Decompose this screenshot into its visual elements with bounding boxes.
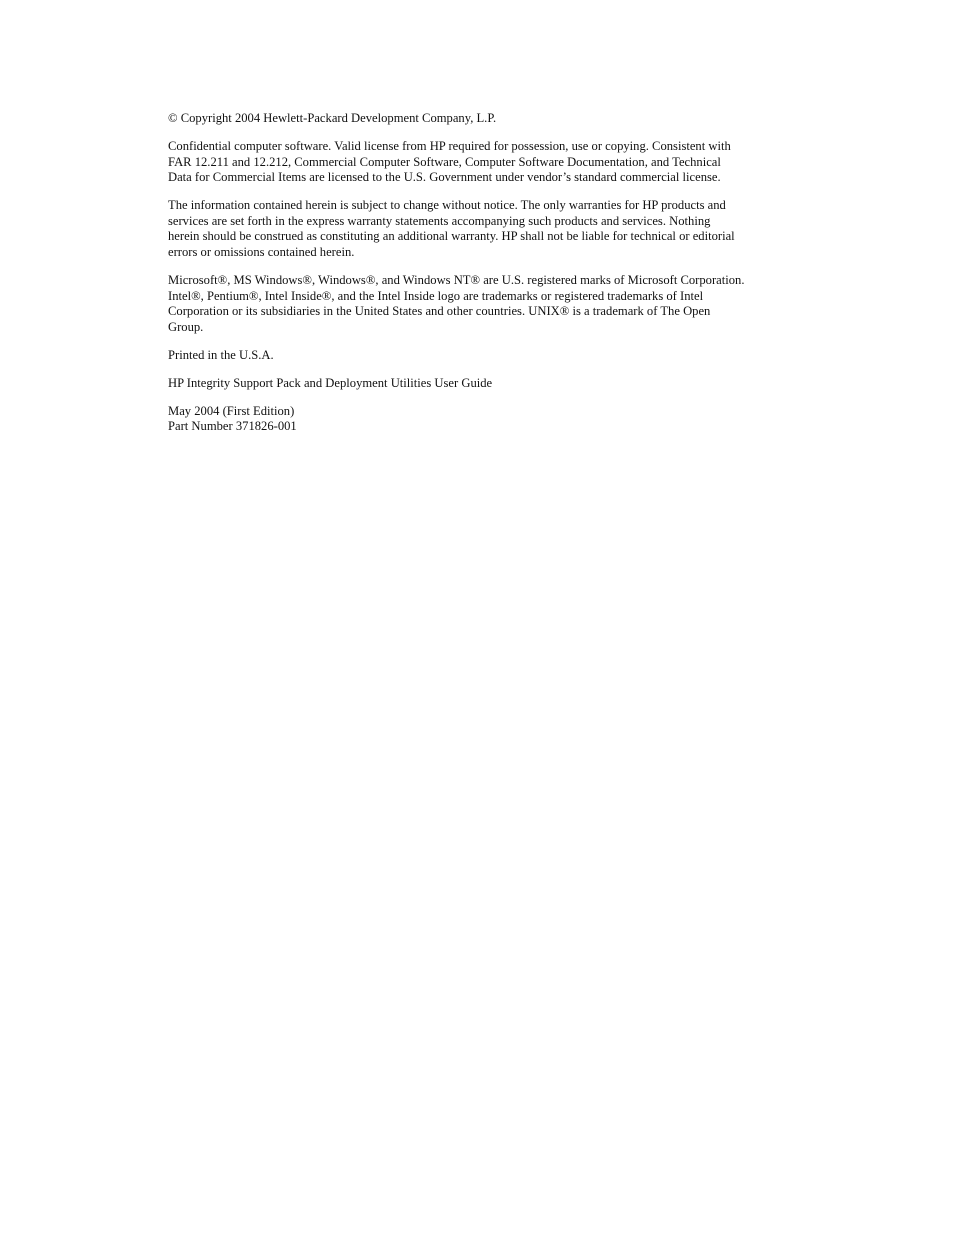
- warranty-paragraph: [168, 198, 818, 260]
- trademarks-paragraph: [168, 273, 818, 335]
- guide-title: [168, 376, 818, 392]
- trademarks-line: Corporation or its subsidiaries in the United States and other countries. UNIX® is a trademark of The Open: [168, 304, 711, 319]
- legal-notice-block: [168, 111, 818, 447]
- warranty-line: errors or omissions contained herein.: [168, 244, 355, 259]
- warranty-line: services are set forth in the express warranty statements accompanying such products and services. Nothing: [168, 213, 711, 228]
- trademarks-line: Intel®, Pentium®, Intel Inside®, and the Intel Inside logo are trademarks or registered trademarks of Intel: [168, 288, 704, 303]
- printed-in-notice: [168, 348, 818, 364]
- warranty-line: The information contained herein is subject to change without notice. The only warranties for HP products and: [168, 198, 726, 213]
- license-paragraph: [168, 139, 818, 186]
- edition-line: May 2004 (First Edition): [168, 403, 295, 418]
- warranty-line: herein should be construed as constituting an additional warranty. HP shall not be liable for technical or editorial: [168, 229, 735, 244]
- trademarks-line: Group.: [168, 319, 204, 334]
- license-line: FAR 12.211 and 12.212, Commercial Computer Software, Computer Software Documentation, and Technical: [168, 154, 721, 169]
- license-line: Confidential computer software. Valid license from HP required for possession, use or copying. Consistent with: [168, 138, 731, 153]
- trademarks-line: Microsoft®, MS Windows®, Windows®, and Windows NT® are U.S. registered marks of Microsoft Corporation.: [168, 272, 745, 287]
- part-number-line: Part Number 371826-001: [168, 419, 297, 434]
- copyright-notice: [168, 111, 818, 127]
- guide-title-line: HP Integrity Support Pack and Deployment Utilities User Guide: [168, 375, 493, 390]
- copyright-line: © Copyright 2004 Hewlett-Packard Development Company, L.P.: [168, 111, 497, 125]
- license-line: Data for Commercial Items are licensed to the U.S. Government under vendor’s standard commercial license.: [168, 170, 721, 185]
- printed-in-line: Printed in the U.S.A.: [168, 347, 274, 362]
- edition-info: [168, 404, 818, 435]
